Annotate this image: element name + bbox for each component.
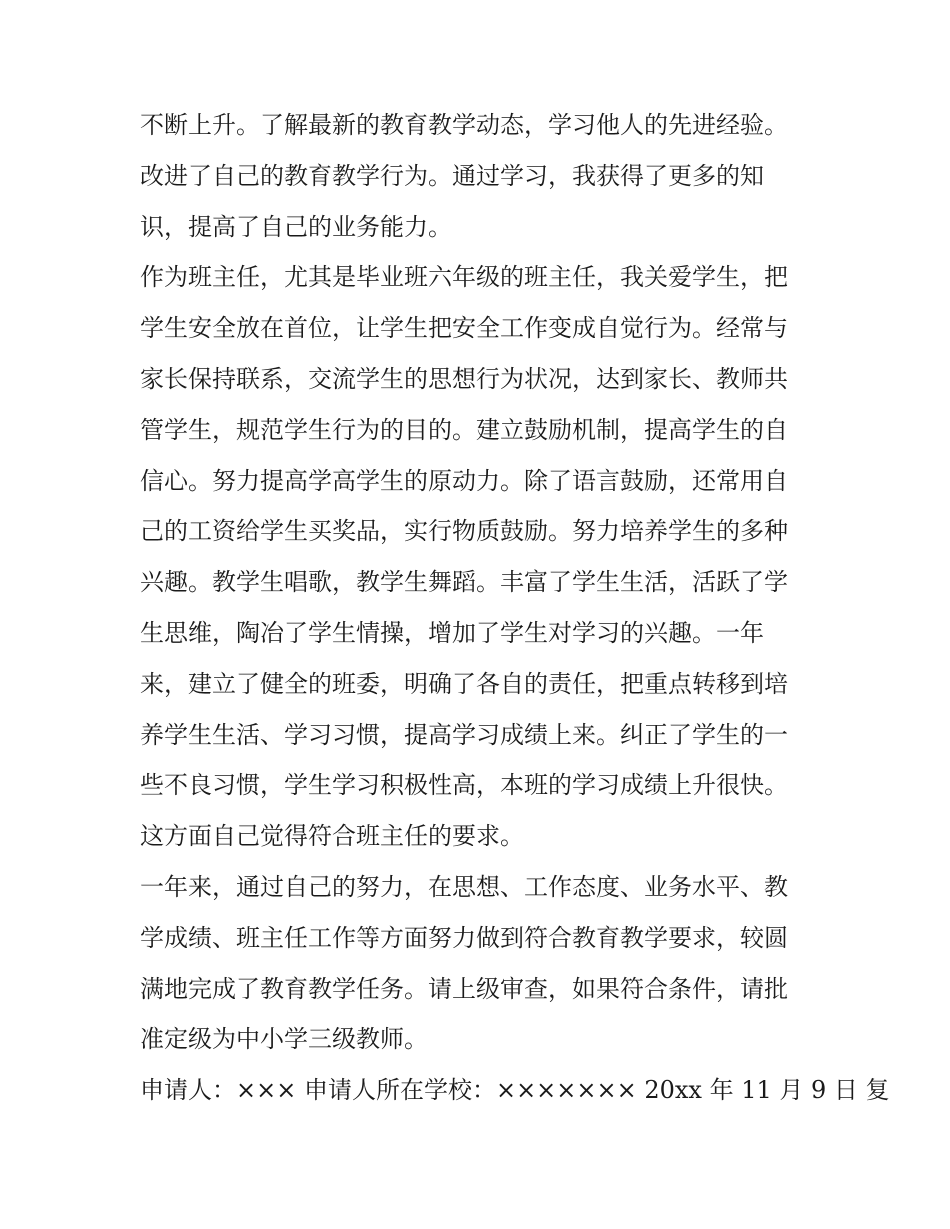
text-line: 学成绩、班主任工作等方面努力做到符合教育教学要求，较圆 xyxy=(140,923,788,952)
text-line: 来，建立了健全的班委，明确了各自的责任，把重点转移到培 xyxy=(140,669,788,698)
text-line: 管学生，规范学生行为的目的。建立鼓励机制，提高学生的自 xyxy=(140,415,788,444)
text-line: 家长保持联系，交流学生的思想行为状况，达到家长、教师共 xyxy=(140,364,788,393)
text-line: 满地完成了教育教学任务。请上级审查，如果符合条件，请批 xyxy=(140,974,788,1003)
text-line: 准定级为中小学三级教师。 xyxy=(140,1025,428,1054)
text-line: 养学生生活、学习习惯，提高学习成绩上来。纠正了学生的一 xyxy=(140,720,788,749)
text-line: 些不良习惯，学生学习积极性高，本班的学习成绩上升很快。 xyxy=(140,771,788,800)
text-line: 兴趣。教学生唱歌，教学生舞蹈。丰富了学生生活，活跃了学 xyxy=(140,568,788,597)
signature-line: 申请人：××× 申请人所在学校：××××××× 20xx 年 11 月 9 日 复 xyxy=(140,1076,890,1105)
text-line: 不断上升。了解最新的教育教学动态，学习他人的先进经验。 xyxy=(140,111,788,139)
text-line: 这方面自己觉得符合班主任的要求。 xyxy=(140,822,524,851)
document-body xyxy=(140,100,890,1116)
text-line: 学生安全放在首位，让学生把安全工作变成自觉行为。经常与 xyxy=(140,314,788,343)
text-line: 改进了自己的教育教学行为。通过学习，我获得了更多的知 xyxy=(140,161,764,190)
text-line: 己的工资给学生买奖品，实行物质鼓励。努力培养学生的多种 xyxy=(140,517,788,546)
text-line: 信心。努力提高学高学生的原动力。除了语言鼓励，还常用自 xyxy=(140,466,788,495)
text-line: 作为班主任，尤其是毕业班六年级的班主任，我关爱学生，把 xyxy=(140,263,788,292)
text-line: 生思维，陶冶了学生情操，增加了学生对学习的兴趣。一年 xyxy=(140,618,764,647)
text-line: 识，提高了自己的业务能力。 xyxy=(140,212,452,241)
text-line: 一年来，通过自己的努力，在思想、工作态度、业务水平、教 xyxy=(140,872,788,901)
